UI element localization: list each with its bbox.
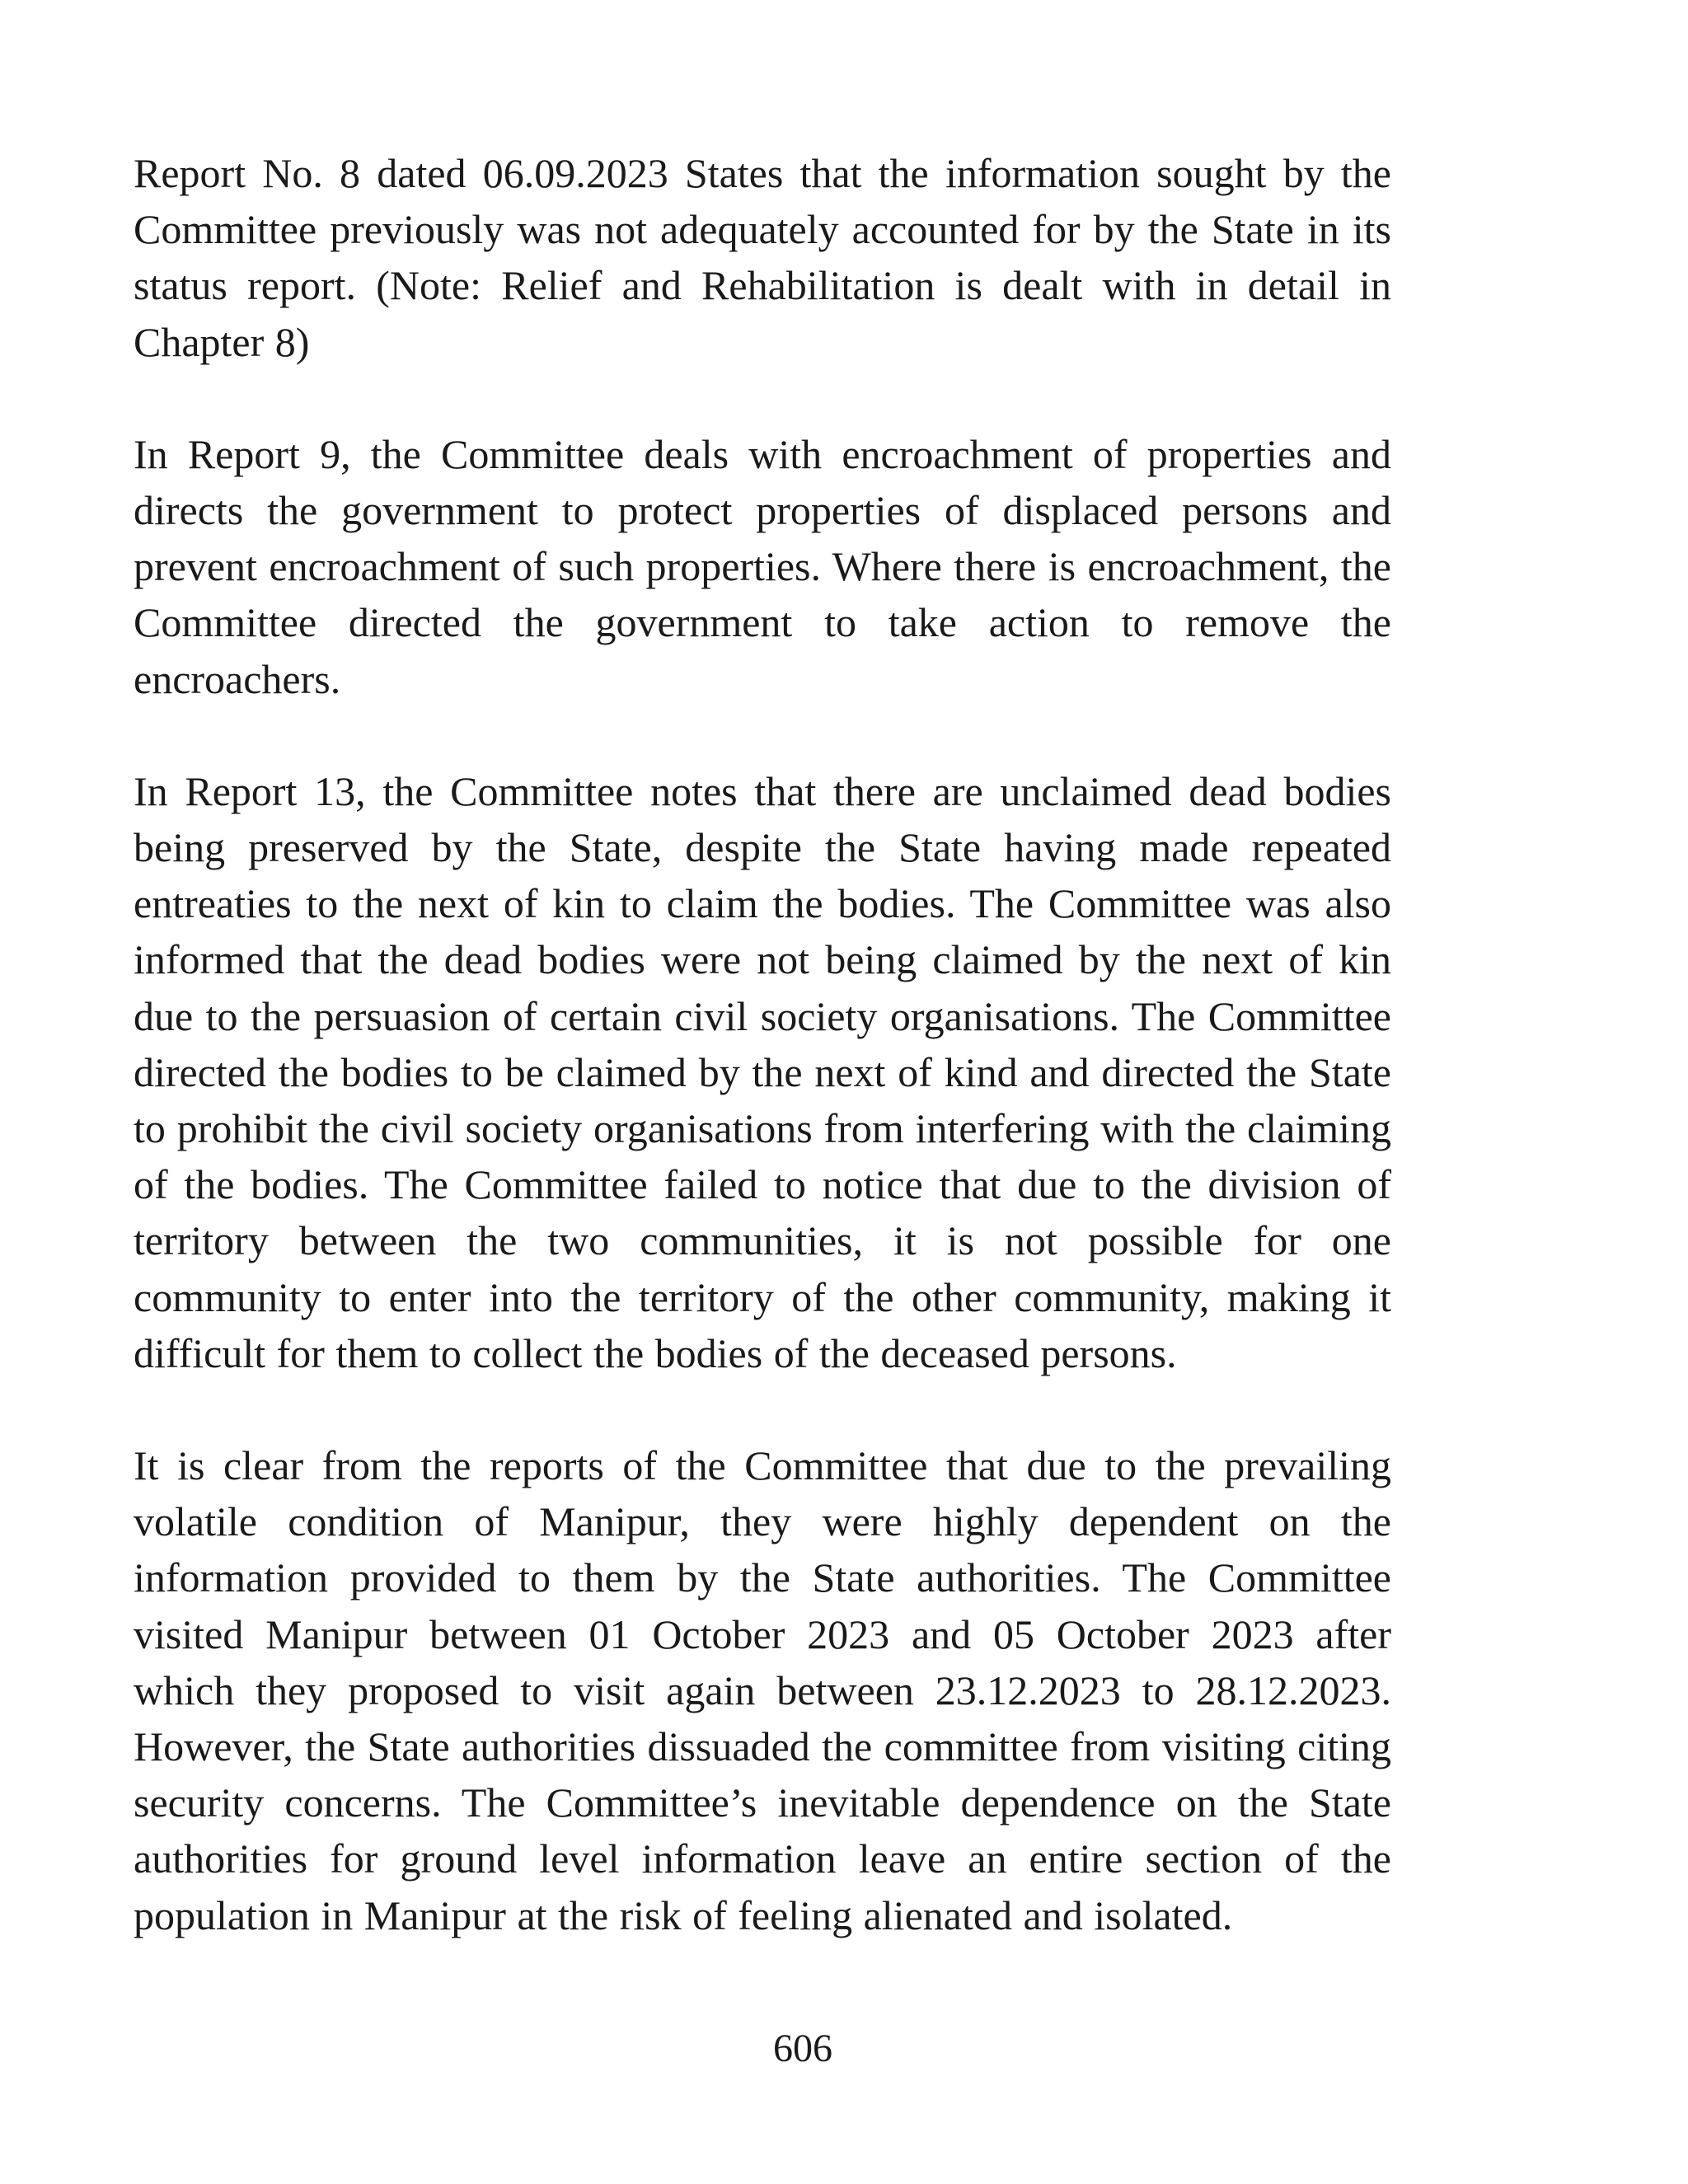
paragraph-conclusion: It is clear from the reports of the Committee that due to the prevailing volatile condition of Manipur, they were highly dependent on the information provided to them by the State authorities. The Committee visited Manipur between 01 October 2023 and 05 October 2023 after which they proposed to visit again between 23.12.2023 to 28.12.2023. However, the State authorities dissuaded the committee from visiting citing security concerns. The Committee’s inevitable dependence on the State authorities for ground level information leave an entire section of the population in Manipur at the risk of feeling alienated and isolated. <box>134 1442 1391 1938</box>
page-number-container <box>0 2024 1688 2074</box>
page-body <box>134 145 1391 1943</box>
paragraph-report-8: Report No. 8 dated 06.09.2023 States that the information sought by the Committee previously was not adequately accounted for by the State in its status report. (Note: Relief and Rehabilitation is dealt with in detail in Chapter 8) <box>134 150 1391 365</box>
page-number: 606 <box>773 2027 832 2070</box>
paragraph-report-13: In Report 13, the Committee notes that there are unclaimed dead bodies being preserved by the State, despite the State having made repeated entreaties to the next of kin to claim the bodies. The Committee was also informed that the dead bodies were not being claimed by the next of kin due to the persuasion of certain civil society organisations. The Committee directed the bodies to be claimed by the next of kind and directed the State to prohibit the civil society organisations from interfering with the claiming of the bodies. The Committee failed to notice that due to the division of territory between the two communities, it is not possible for one community to enter into the territory of the other community, making it difficult for them to collect the bodies of the deceased persons. <box>134 767 1391 1376</box>
paragraph-report-9: In Report 9, the Committee deals with encroachment of properties and directs the government to protect properties of displaced persons and prevent encroachment of such properties. Where there is encroachment, the Committee directed the government to take action to remove the encroachers. <box>134 430 1391 702</box>
